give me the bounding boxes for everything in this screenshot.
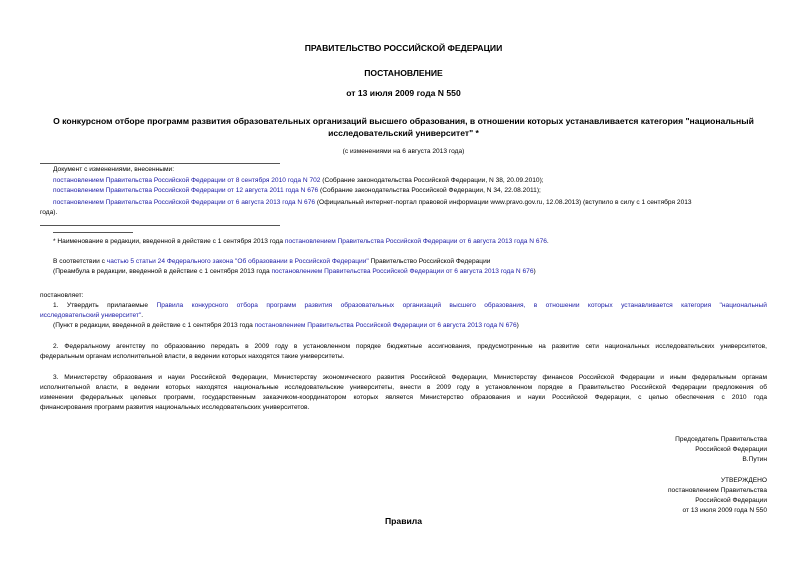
approval-line: Российской Федерации [695, 497, 767, 504]
footnote-text: * Наименование в редакции, введенной в действие с 1 сентября 2013 года [53, 238, 285, 245]
preamble-law-link[interactable]: частью 5 статьи 24 Федерального закона "Об образовании в Российской Федерации" [106, 258, 369, 265]
document-type: ПОСТАНОВЛЕНИЕ [364, 68, 443, 78]
footnote-end: . [546, 238, 549, 245]
change-item-continuation: года). [40, 209, 58, 216]
rules-link-continuation[interactable]: исследовательский университет" [40, 312, 142, 319]
preamble-note-link[interactable]: постановлением Правительства Российской Федерации от 6 августа 2013 года N 676 [271, 268, 534, 275]
paragraph-1-line2 [40, 311, 143, 321]
paragraph-1-note-link[interactable]: постановлением Правительства Российской Федерации от 6 августа 2013 года N 676 [254, 322, 517, 329]
paragraph-1-note-end: ) [516, 322, 519, 329]
preamble-prefix: В соответствии с [53, 258, 107, 265]
footnote [53, 237, 549, 247]
document-title-line2: исследовательский университет" * [328, 128, 479, 138]
approval-heading: УТВЕРЖДЕНО [720, 477, 767, 484]
preamble-suffix: Правительство Российской Федерации [368, 258, 491, 265]
paragraph-1-note [53, 321, 519, 331]
change-item [53, 176, 544, 186]
decree-word: постановляет: [40, 292, 84, 299]
change-link[interactable]: постановлением Правительства Российской Федерации от 12 августа 2011 года N 676 [53, 187, 319, 194]
paragraph-1-note-text: (Пункт в редакции, введенной в действие с 1 сентября 2013 года [53, 322, 255, 329]
preamble-note-text: (Преамбула в редакции, введенной в действие с 1 сентября 2013 года [53, 268, 272, 275]
preamble [53, 257, 490, 267]
paragraph-1-text: 1. Утвердить прилагаемые [53, 302, 157, 309]
document-date-number: от 13 июля 2009 года N 550 [346, 88, 461, 98]
change-source: (Собрание законодательства Российской Федерации, N 34, 22.08.2011); [318, 187, 541, 194]
change-item [53, 198, 692, 208]
signature-org: Российской Федерации [695, 446, 767, 453]
changes-rule-bottom [40, 225, 280, 226]
change-link[interactable]: постановлением Правительства Российской Федерации от 8 сентября 2010 года N 702 [53, 177, 321, 184]
paragraph-2-line1: 2. Федеральному агентству по образованию передать в 2009 году в установленном порядке бюджетные ассигнования, предусмотренные на развитие сети национальных исследовательских университетов, [53, 343, 767, 350]
footnote-rule [53, 232, 133, 233]
change-source: (Официальный интернет-портал правовой информации www.pravo.gov.ru, 12.08.2013) (вступило в силу с 1 сентября 2013 [315, 199, 692, 206]
changes-note: (с изменениями на 6 августа 2013 года) [342, 148, 465, 155]
change-item [53, 186, 541, 196]
document-title-line1: О конкурсном отборе программ развития образовательных организаций высшего образования, в отношении которых устанавливается категория "национальный [53, 116, 754, 126]
preamble-note [53, 267, 536, 277]
government-name: ПРАВИТЕЛЬСТВО РОССИЙСКОЙ ФЕДЕРАЦИИ [304, 43, 503, 53]
changes-rule-top [40, 163, 280, 164]
paragraph-3-line3: изменении федеральных целевых программ, государственным заказчиком-координатором которых является Министерство образования и науки Российской Федерации, с целью обеспечения с 2010 года [40, 394, 767, 401]
preamble-note-end: ) [533, 268, 536, 275]
paragraph-1-end: . [141, 312, 144, 319]
changes-heading: Документ с изменениями, внесенными: [53, 166, 175, 173]
paragraph-3-line2: исполнительной власти, в ведении которых находятся национальные исследовательские университеты, внести в 2009 году в установленном порядке в Правительство Российской Федерации предложения об [40, 384, 767, 391]
rules-link[interactable]: Правила конкурсного отбора программ развития образовательных организаций высшего образования, в отношении которых устанавливается категория "национальный [156, 302, 767, 309]
signature-position: Председатель Правительства [675, 436, 767, 443]
footnote-link[interactable]: постановлением Правительства Российской Федерации от 6 августа 2013 года N 676 [284, 238, 547, 245]
paragraph-3-line4: финансирования программ развития национальных исследовательских университетов. [40, 404, 310, 411]
paragraph-3-line1: 3. Министерству образования и науки Российской Федерации, Министерству экономического развития Российской Федерации, Министерству финансов Российской Федерации и иным федеральным органам [53, 374, 767, 381]
approval-line: от 13 июля 2009 года N 550 [682, 507, 767, 514]
change-link[interactable]: постановлением Правительства Российской Федерации от 6 августа 2013 года N 676 [53, 199, 316, 206]
paragraph-2-line2: федеральным органам исполнительной власти, в ведении которых находятся такие университеты. [40, 353, 345, 360]
paragraph-1-line1 [53, 301, 767, 311]
rules-heading: Правила [384, 516, 422, 526]
signature-name: В.Путин [742, 456, 767, 463]
change-source: (Собрание законодательства Российской Федерации, N 38, 20.09.2010); [320, 177, 544, 184]
approval-line: постановлением Правительства [667, 487, 767, 494]
